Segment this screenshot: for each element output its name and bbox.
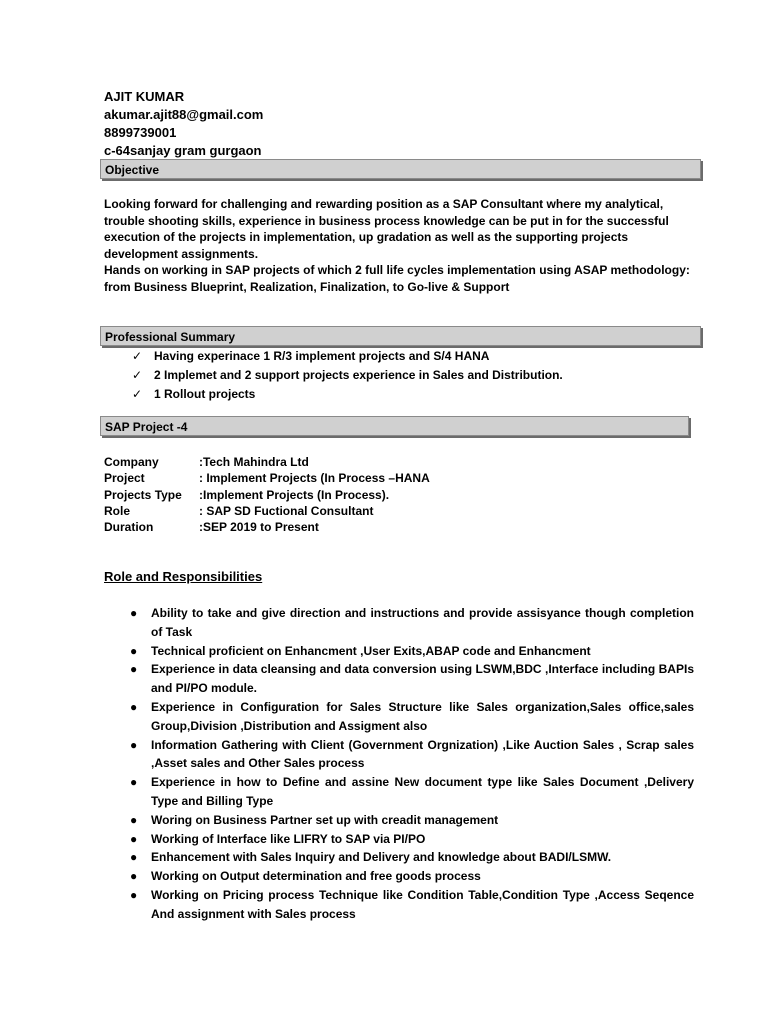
list-item — [130, 642, 694, 661]
list-item — [130, 867, 694, 886]
list-item-text: Experience in data cleansing and data conversion using LSWM,BDC ,Interface including BAPIs and PI/PO module. — [151, 662, 694, 696]
summary-item-text: 1 Rollout projects — [154, 387, 256, 401]
bullet-icon: ● — [130, 869, 138, 884]
summary-heading: Professional Summary — [100, 326, 701, 346]
project-row — [104, 519, 430, 535]
summary-item-text: 2 Implemet and 2 support projects experience in Sales and Distribution. — [154, 368, 563, 382]
list-item-text: Technical proficient on Enhancment ,User Exits,ABAP code and Enhancment — [151, 643, 591, 658]
summary-item-text: Having experinace 1 R/3 implement projects and S/4 HANA — [154, 349, 490, 363]
project-field-label: Project — [104, 471, 145, 486]
contact-header — [104, 88, 263, 160]
project-row — [104, 454, 430, 470]
project-row — [104, 503, 430, 519]
project-field-label: Role — [104, 503, 131, 518]
summary-list — [132, 347, 563, 404]
list-item-text: Information Gathering with Client (Government Orgnization) ,Like Auction Sales , Scrap sales ,Asset sales and Other Sales process — [151, 737, 694, 771]
responsibilities-heading: Role and Responsibilities — [104, 569, 263, 584]
bullet-icon: ● — [130, 643, 138, 658]
list-item-text: Woring on Business Partner set up with creadit management — [151, 812, 499, 827]
bullet-icon: ● — [130, 662, 138, 677]
bullet-icon: ● — [130, 812, 138, 827]
list-item-text: Experience in Configuration for Sales Structure like Sales organization,Sales office,sales Group,Division ,Distribution and Assigment also — [151, 699, 694, 733]
project-field-label: Company — [104, 455, 159, 469]
summary-item — [132, 385, 563, 404]
summary-item — [132, 366, 563, 385]
list-item — [130, 604, 694, 642]
check-icon: ✓ — [132, 349, 143, 363]
bullet-icon: ● — [130, 831, 138, 846]
candidate-phone: 8899739001 — [104, 125, 177, 140]
bullet-icon: ● — [130, 606, 138, 620]
bullet-icon: ● — [130, 850, 138, 865]
project-row — [104, 487, 430, 503]
project-details — [104, 454, 430, 535]
list-item — [130, 886, 694, 924]
candidate-address: c-64sanjay gram gurgaon — [104, 143, 262, 158]
list-item-text: Experience in how to Define and assine New document type like Sales Document ,Delivery Type and Billing Type — [151, 775, 694, 808]
project-field-label: Duration — [104, 520, 154, 535]
list-item — [130, 773, 694, 811]
project-field-value: :Tech Mahindra Ltd — [199, 455, 309, 469]
project-field-value: : SAP SD Fuctional Consultant — [199, 503, 374, 518]
objective-paragraph: Hands on working in SAP projects of which 2 full life cycles implementation using ASAP methodology: from Business Blueprint, Realization, Finalization, to Go-live & Support — [104, 263, 690, 294]
check-icon: ✓ — [132, 387, 143, 401]
list-item — [130, 698, 694, 736]
project-field-value: :SEP 2019 to Present — [199, 520, 319, 535]
list-item — [130, 830, 694, 849]
candidate-email: akumar.ajit88@gmail.com — [104, 107, 264, 122]
bullet-icon: ● — [130, 887, 138, 902]
list-item — [130, 848, 694, 867]
candidate-name: AJIT KUMAR — [104, 89, 185, 104]
list-item-text: Enhancement with Sales Inquiry and Delivery and knowledge about BADI/LSMW. — [151, 850, 612, 865]
objective-heading: Objective — [100, 159, 701, 179]
list-item — [130, 660, 694, 698]
objective-paragraph: Looking forward for challenging and rewarding position as a SAP Consultant where my analytical, trouble shooting skills, experience in business process knowledge can be put in for the successful execution of the projects in implementation, up gradation as well as the supporting projects development assignments. — [104, 197, 669, 261]
list-item — [130, 811, 694, 830]
bullet-icon: ● — [130, 699, 138, 714]
list-item — [130, 736, 694, 774]
bullet-icon: ● — [130, 775, 138, 790]
list-item-text: Ability to take and give direction and instructions and provide assisyance though completion of Task — [151, 606, 694, 639]
project-field-value: : Implement Projects (In Process –HANA — [199, 471, 430, 486]
bullet-icon: ● — [130, 737, 138, 752]
project-row — [104, 470, 430, 486]
objective-text — [104, 196, 704, 296]
check-icon: ✓ — [132, 368, 143, 382]
responsibilities-list — [130, 604, 694, 924]
list-item-text: Working on Pricing process Technique like Condition Table,Condition Type ,Access Seqence And assignment with Sales process — [151, 887, 694, 921]
list-item-text: Working of Interface like LIFRY to SAP via PI/PO — [151, 831, 426, 846]
summary-item — [132, 347, 563, 366]
project-field-value: :Implement Projects (In Process). — [199, 487, 390, 502]
list-item-text: Working on Output determination and free goods process — [151, 869, 481, 884]
project-heading: SAP Project -4 — [100, 416, 689, 436]
project-field-label: Projects Type — [104, 487, 182, 502]
